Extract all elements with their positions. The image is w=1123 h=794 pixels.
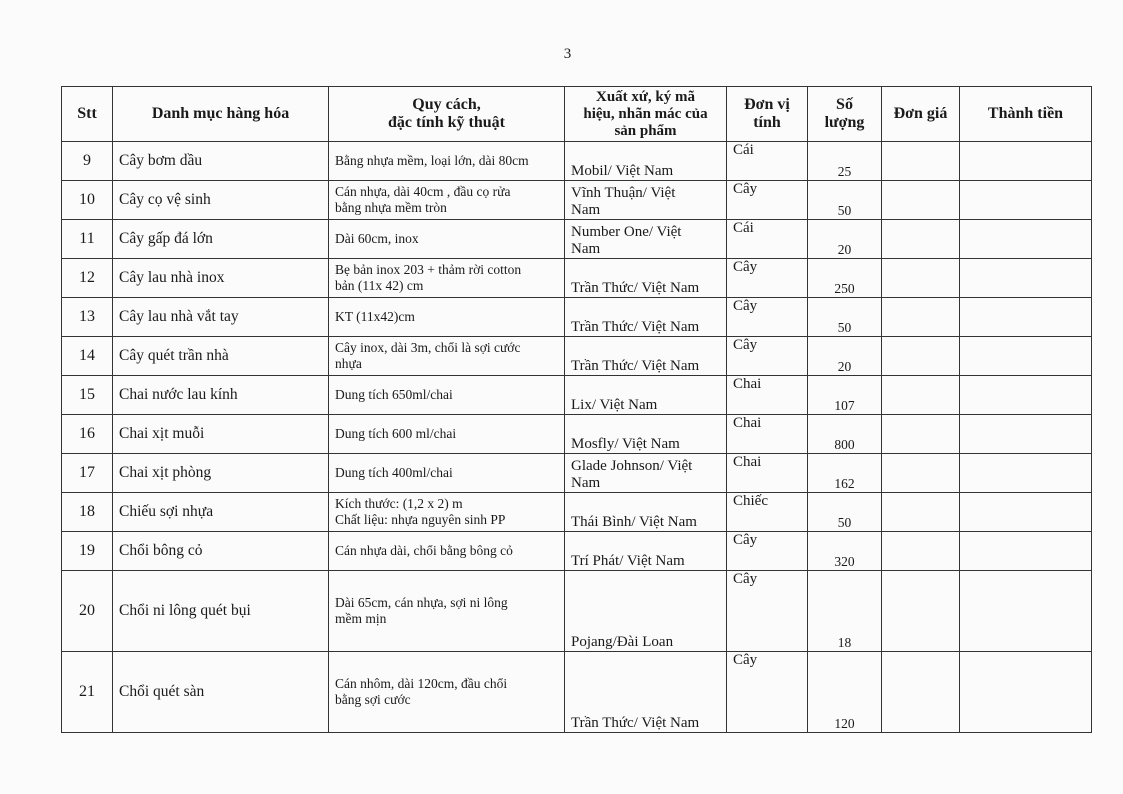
row-stt: 20 <box>62 571 113 652</box>
row-origin-line: Mosfly/ Việt Nam <box>571 436 680 452</box>
row-spec-line: nhựa <box>335 356 362 371</box>
header-unit: Đơn vị tính <box>727 87 808 142</box>
row-spec <box>329 571 565 652</box>
row-origin-line: Mobil/ Việt Nam <box>571 163 674 179</box>
row-origin <box>565 571 727 652</box>
row-price <box>882 376 960 415</box>
row-name: Chiếu sợi nhựa <box>113 493 329 532</box>
row-origin <box>565 376 727 415</box>
row-spec <box>329 415 565 454</box>
row-total <box>960 142 1092 181</box>
row-name: Chổi bông cỏ <box>113 532 329 571</box>
header-spec: Quy cách, đặc tính kỹ thuật <box>329 87 565 142</box>
row-origin-line: Vĩnh Thuận/ Việt <box>571 185 676 201</box>
header-total: Thành tiền <box>960 87 1092 142</box>
row-qty: 50 <box>808 298 882 337</box>
row-spec-line: Dung tích 400ml/chai <box>335 465 453 480</box>
row-spec <box>329 493 565 532</box>
row-unit: Chai <box>727 415 808 454</box>
row-spec <box>329 259 565 298</box>
row-origin <box>565 298 727 337</box>
goods-table <box>61 86 1092 733</box>
row-spec-line: Dung tích 650ml/chai <box>335 387 453 402</box>
row-stt: 12 <box>62 259 113 298</box>
row-origin <box>565 142 727 181</box>
row-stt: 19 <box>62 532 113 571</box>
table-row <box>62 454 1092 493</box>
row-qty: 20 <box>808 337 882 376</box>
row-spec-line: Dài 60cm, inox <box>335 231 419 246</box>
row-stt: 14 <box>62 337 113 376</box>
row-spec-line: KT (11x42)cm <box>335 309 415 324</box>
row-name: Chai xịt muỗi <box>113 415 329 454</box>
row-origin-line: Glade Johnson/ Việt <box>571 458 693 474</box>
row-total <box>960 454 1092 493</box>
table-row <box>62 376 1092 415</box>
row-origin-line: Number One/ Việt <box>571 224 682 240</box>
row-total <box>960 493 1092 532</box>
row-origin-line: Trần Thức/ Việt Nam <box>571 319 700 335</box>
row-unit: Cây <box>727 532 808 571</box>
row-origin-line: Nam <box>571 475 601 491</box>
table-row <box>62 532 1092 571</box>
row-name: Cây lau nhà vắt tay <box>113 298 329 337</box>
row-price <box>882 181 960 220</box>
table-row <box>62 337 1092 376</box>
row-name: Cây quét trần nhà <box>113 337 329 376</box>
row-spec-line: Cán nhôm, dài 120cm, đầu chổi <box>335 676 508 691</box>
row-spec <box>329 298 565 337</box>
row-origin-line: Thái Bình/ Việt Nam <box>571 514 697 530</box>
header-price: Đơn giá <box>882 87 960 142</box>
row-name: Cây cọ vệ sinh <box>113 181 329 220</box>
row-price <box>882 454 960 493</box>
row-spec <box>329 532 565 571</box>
row-total <box>960 532 1092 571</box>
row-unit: Chai <box>727 454 808 493</box>
row-spec <box>329 142 565 181</box>
row-origin <box>565 532 727 571</box>
row-spec-line: bản (11x 42) cm <box>335 278 424 293</box>
row-origin <box>565 337 727 376</box>
header-row <box>62 87 1092 142</box>
row-total <box>960 652 1092 733</box>
row-total <box>960 415 1092 454</box>
row-price <box>882 337 960 376</box>
header-stt: Stt <box>62 87 113 142</box>
row-spec <box>329 337 565 376</box>
row-origin <box>565 493 727 532</box>
row-origin-line: Nam <box>571 241 601 257</box>
row-qty: 800 <box>808 415 882 454</box>
row-qty: 162 <box>808 454 882 493</box>
row-unit: Cây <box>727 337 808 376</box>
row-spec-line: Kích thước: (1,2 x 2) m <box>335 496 463 511</box>
row-spec-line: Bẹ bản inox 203 + thảm rời cotton <box>335 262 522 277</box>
row-spec <box>329 220 565 259</box>
row-total <box>960 571 1092 652</box>
row-stt: 21 <box>62 652 113 733</box>
row-spec-line: Dung tích 600 ml/chai <box>335 426 457 441</box>
row-unit: Cây <box>727 652 808 733</box>
table-row <box>62 181 1092 220</box>
row-spec-line: Dài 65cm, cán nhựa, sợi ni lông <box>335 595 508 610</box>
table-row <box>62 571 1092 652</box>
row-price <box>882 298 960 337</box>
row-total <box>960 259 1092 298</box>
row-spec <box>329 376 565 415</box>
row-name: Chổi ni lông quét bụi <box>113 571 329 652</box>
row-origin-line: Trần Thức/ Việt Nam <box>571 715 700 731</box>
row-unit: Chai <box>727 376 808 415</box>
row-total <box>960 181 1092 220</box>
row-spec-line: Cây inox, dài 3m, chổi là sợi cước <box>335 340 521 355</box>
row-stt: 10 <box>62 181 113 220</box>
row-name: Cây lau nhà inox <box>113 259 329 298</box>
row-qty: 320 <box>808 532 882 571</box>
row-price <box>882 259 960 298</box>
row-spec <box>329 454 565 493</box>
row-spec <box>329 652 565 733</box>
row-origin-line: Nam <box>571 202 601 218</box>
row-qty: 120 <box>808 652 882 733</box>
row-unit: Cái <box>727 142 808 181</box>
table-row <box>62 142 1092 181</box>
row-stt: 18 <box>62 493 113 532</box>
row-origin-line: Pojang/Đài Loan <box>571 634 674 650</box>
row-qty: 18 <box>808 571 882 652</box>
row-total <box>960 337 1092 376</box>
row-name: Cây bơm dầu <box>113 142 329 181</box>
row-name: Cây gấp đá lớn <box>113 220 329 259</box>
row-spec-line: Chất liệu: nhựa nguyên sinh PP <box>335 512 506 527</box>
page-number: 3 <box>563 46 572 62</box>
row-price <box>882 220 960 259</box>
table-row <box>62 652 1092 733</box>
row-spec-line: Cán nhựa, dài 40cm , đầu cọ rửa <box>335 184 511 199</box>
row-qty: 107 <box>808 376 882 415</box>
row-qty: 20 <box>808 220 882 259</box>
row-qty: 250 <box>808 259 882 298</box>
row-price <box>882 415 960 454</box>
row-qty: 50 <box>808 181 882 220</box>
row-origin <box>565 220 727 259</box>
row-price <box>882 493 960 532</box>
row-origin-line: Trần Thức/ Việt Nam <box>571 280 700 296</box>
row-unit: Cái <box>727 220 808 259</box>
row-origin <box>565 259 727 298</box>
table-row <box>62 298 1092 337</box>
table-row <box>62 493 1092 532</box>
header-name: Danh mục hàng hóa <box>113 87 329 142</box>
table-row <box>62 259 1092 298</box>
row-stt: 11 <box>62 220 113 259</box>
row-origin <box>565 454 727 493</box>
row-price <box>882 532 960 571</box>
row-total <box>960 298 1092 337</box>
table-row <box>62 415 1092 454</box>
row-origin-line: Lix/ Việt Nam <box>571 397 658 413</box>
row-price <box>882 142 960 181</box>
row-unit: Cây <box>727 571 808 652</box>
row-spec-line: Cán nhựa dài, chổi bằng bông cỏ <box>335 543 513 558</box>
table-row <box>62 220 1092 259</box>
row-qty: 50 <box>808 493 882 532</box>
row-name: Chai nước lau kính <box>113 376 329 415</box>
row-name: Chai xịt phòng <box>113 454 329 493</box>
row-spec-line: bằng sợi cước <box>335 692 411 707</box>
row-unit: Chiếc <box>727 493 808 532</box>
row-spec-line: mềm mịn <box>335 611 387 626</box>
row-name: Chổi quét sàn <box>113 652 329 733</box>
row-origin <box>565 652 727 733</box>
row-origin-line: Trần Thức/ Việt Nam <box>571 358 700 374</box>
row-unit: Cây <box>727 259 808 298</box>
row-spec-line: bằng nhựa mềm tròn <box>335 200 447 215</box>
row-unit: Cây <box>727 181 808 220</box>
row-price <box>882 652 960 733</box>
header-qty: Số lượng <box>808 87 882 142</box>
row-qty: 25 <box>808 142 882 181</box>
header-origin: Xuất xứ, ký mã hiệu, nhãn mác của sản phẩm <box>565 87 727 142</box>
row-stt: 15 <box>62 376 113 415</box>
row-stt: 17 <box>62 454 113 493</box>
row-unit: Cây <box>727 298 808 337</box>
row-total <box>960 376 1092 415</box>
row-spec <box>329 181 565 220</box>
row-price <box>882 571 960 652</box>
row-origin <box>565 415 727 454</box>
row-stt: 9 <box>62 142 113 181</box>
row-spec-line: Bằng nhựa mềm, loại lớn, dài 80cm <box>335 153 529 168</box>
row-origin-line: Trí Phát/ Việt Nam <box>571 553 685 569</box>
row-stt: 16 <box>62 415 113 454</box>
row-stt: 13 <box>62 298 113 337</box>
row-total <box>960 220 1092 259</box>
row-origin <box>565 181 727 220</box>
